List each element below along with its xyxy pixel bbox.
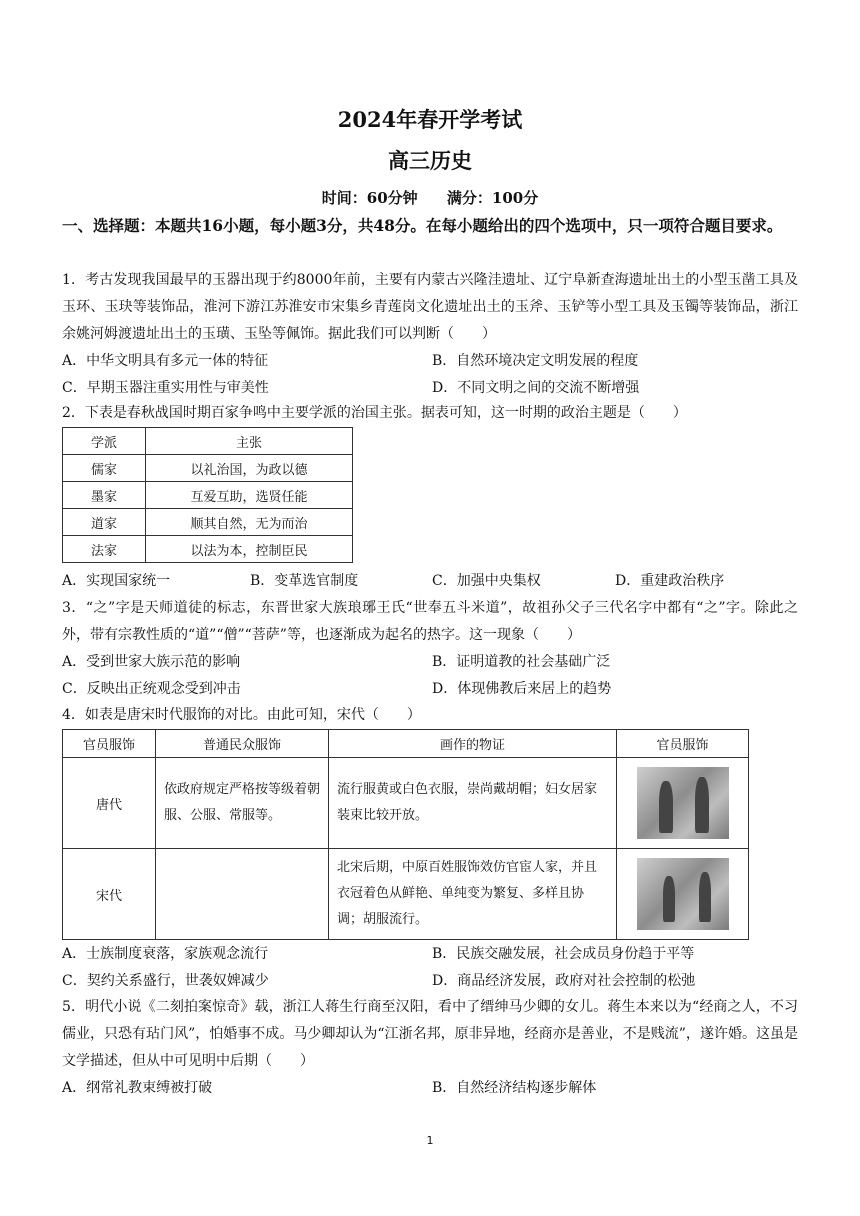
q3-stem: 3．“之”字是天师道徒的标志，东晋世家大族琅琊王氏“世奉五斗米道”，故祖孙父子三代名字中都有“之”字。除此之外，带有宗教性质的“道”“僧”“菩萨”等，也逐渐成为起名的热字。这一现象（ ） <box>62 600 798 643</box>
q4-option-c: C．契约关系盛行，世袭奴婢减少 <box>62 973 269 989</box>
q4-option-d: D．商品经济发展，政府对社会控制的松弛 <box>432 973 696 989</box>
table-cell: 以礼治国，为政以德 <box>146 455 353 482</box>
q1-option-a: A．中华文明具有多元一体的特征 <box>62 353 269 369</box>
song-painting-image <box>637 858 729 930</box>
table-cell: 墨家 <box>63 482 146 509</box>
table-cell: 唐代 <box>63 758 156 849</box>
q2-option-a: A．实现国家统一 <box>62 573 171 589</box>
q5-stem: 5．明代小说《二刻拍案惊奇》载，浙江人蒋生行商至汉阳，看中了缙绅马少卿的女儿。蒋生本来以为“经商之人，不习儒业，只恐有玷门风”，怕婚事不成。马少卿却认为“江浙名邦，原非异地，经商亦是善业，不是贱流”，遂许婚。这虽是文学描述，但从中可见明中后期（ ） <box>62 999 798 1069</box>
table-cell <box>617 849 749 940</box>
exam-time: 时间：60分钟 <box>321 189 418 207</box>
q5-option-a: A．纲常礼教束缚被打破 <box>62 1080 213 1096</box>
exam-title: 2024年春开学考试 <box>337 107 523 132</box>
table-cell: 北宋后期，中原百姓服饰效仿官宦人家，并且衣冠着色从鲜艳、单纯变为繁复、多样且协调；胡服流行。 <box>329 849 617 940</box>
q1-stem: 1．考古发现我国最早的玉器出现于约8000年前，主要有内蒙古兴隆洼遗址、辽宁阜新查海遗址出土的小型玉凿工具及玉环、玉玦等装饰品，淮河下游江苏淮安市宋集乡青莲岗文化遗址出土的玉斧、玉铲等小型工具及玉镯等装饰品，浙江余姚河姆渡遗址出土的玉璜、玉坠等佩饰。据此我们可以判断（ ） <box>62 272 798 342</box>
table-cell: 互爱互助，选贤任能 <box>146 482 353 509</box>
table-header: 学派 <box>63 428 146 455</box>
q2-table <box>62 427 353 563</box>
table-header: 主张 <box>146 428 353 455</box>
table-row <box>63 536 353 563</box>
table-cell <box>156 849 329 940</box>
table-row <box>63 758 749 849</box>
q2-stem: 2．下表是春秋战国时期百家争鸣中主要学派的治国主张。据表可知，这一时期的政治主题是（ ） <box>62 405 687 421</box>
q2-option-c: C．加强中央集权 <box>432 573 541 589</box>
table-row <box>63 455 353 482</box>
table-cell: 儒家 <box>63 455 146 482</box>
q2-option-d: D．重建政治秩序 <box>615 573 725 589</box>
q4-stem: 4．如表是唐宋时代服饰的对比。由此可知，宋代（ ） <box>62 707 421 723</box>
q3-option-d: D．体现佛教后来居上的趋势 <box>432 681 612 697</box>
table-cell: 道家 <box>63 509 146 536</box>
table-cell: 流行服黄或白色衣服，崇尚戴胡帽；妇女居家装束比较开放。 <box>329 758 617 849</box>
q5-option-b: B．自然经济结构逐步解体 <box>432 1080 597 1096</box>
table-cell: 依政府规定严格按等级着朝服、公服、常服等。 <box>156 758 329 849</box>
table-cell <box>617 758 749 849</box>
table-header: 普通民众服饰 <box>156 730 329 758</box>
table-cell: 顺其自然，无为而治 <box>146 509 353 536</box>
exam-subject: 高三历史 <box>388 148 472 173</box>
q4-table <box>62 729 749 940</box>
table-header: 画作的物证 <box>329 730 617 758</box>
q3-option-a: A．受到世家大族示范的影响 <box>62 654 241 670</box>
exam-meta <box>0 187 860 208</box>
table-header-row <box>63 730 749 758</box>
q4-option-b: B．民族交融发展，社会成员身份趋于平等 <box>432 946 695 962</box>
table-row <box>63 482 353 509</box>
section-heading: 一、选择题：本题共16小题，每小题3分，共48分。在每小题给出的四个选项中，只一项符合题目要求。 <box>62 216 783 235</box>
q2-option-b: B．变革选官制度 <box>250 573 359 589</box>
table-header-row <box>63 428 353 455</box>
tang-painting-image <box>637 767 729 839</box>
q4-option-a: A．士族制度衰落，家族观念流行 <box>62 946 269 962</box>
q1-option-b: B．自然环境决定文明发展的程度 <box>432 353 639 369</box>
table-row <box>63 849 749 940</box>
table-cell: 以法为本，控制臣民 <box>146 536 353 563</box>
q1-option-d: D．不同文明之间的交流不断增强 <box>432 380 640 396</box>
q3-option-b: B．证明道教的社会基础广泛 <box>432 654 611 670</box>
page-number: 1 <box>426 1134 434 1147</box>
table-row <box>63 509 353 536</box>
table-header: 官员服饰 <box>617 730 749 758</box>
q3-option-c: C．反映出正统观念受到冲击 <box>62 681 241 697</box>
table-cell: 宋代 <box>63 849 156 940</box>
table-cell: 法家 <box>63 536 146 563</box>
table-header: 官员服饰 <box>63 730 156 758</box>
q1-option-c: C．早期玉器注重实用性与审美性 <box>62 380 269 396</box>
exam-score: 满分：100分 <box>446 189 539 207</box>
